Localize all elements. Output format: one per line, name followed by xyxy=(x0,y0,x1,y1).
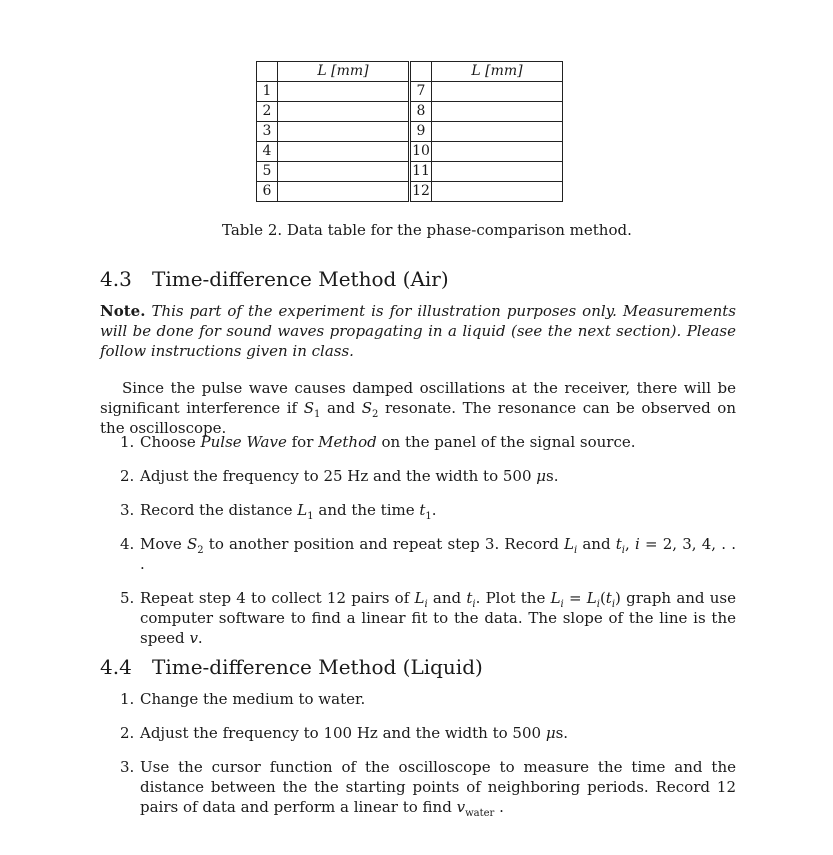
table-row xyxy=(257,122,563,142)
text: ) graph and use computer software to find a linear fit to the data. The slope of the line is the speed xyxy=(140,589,736,647)
table-header-blank xyxy=(257,62,278,82)
math: S xyxy=(186,535,198,553)
item-number: 1. xyxy=(120,690,135,708)
math-sub: 2 xyxy=(197,545,204,556)
math: L xyxy=(564,535,574,553)
row-number: 6 xyxy=(257,182,278,202)
value-cell xyxy=(432,122,563,142)
value-cell xyxy=(278,102,410,122)
math: t xyxy=(615,535,622,553)
text: = xyxy=(563,589,587,607)
math: μ xyxy=(545,724,556,742)
value-cell xyxy=(278,162,410,182)
row-number: 7 xyxy=(410,82,432,102)
text: resonate. The resonance can be observed on the oscilloscope. xyxy=(100,399,736,437)
steps-list-4-3 xyxy=(120,432,736,648)
math: S xyxy=(361,399,373,417)
value-cell xyxy=(432,182,563,202)
math-sub: i xyxy=(472,599,476,610)
note-paragraph xyxy=(100,301,736,361)
list-item xyxy=(120,500,736,520)
math: L xyxy=(586,589,597,607)
value-cell xyxy=(278,142,410,162)
value-cell xyxy=(432,82,563,102)
math-sub: i xyxy=(424,599,428,610)
math: v xyxy=(189,629,198,647)
section-title: Time-difference Method (Liquid) xyxy=(152,655,483,679)
math: t xyxy=(466,589,473,607)
text: , xyxy=(625,535,635,553)
value-cell xyxy=(432,102,563,122)
math-sub: i xyxy=(596,599,600,610)
text: Move xyxy=(140,535,187,553)
text: and xyxy=(577,535,616,553)
text: Record the distance xyxy=(140,501,298,519)
value-cell xyxy=(432,162,563,182)
math-sub: water xyxy=(465,808,495,819)
data-table xyxy=(256,61,563,202)
text: . xyxy=(197,629,203,647)
text: s. xyxy=(555,724,569,742)
text: and xyxy=(427,589,467,607)
item-number: 3. xyxy=(120,758,135,776)
text: Method xyxy=(318,433,377,451)
math-sub: i xyxy=(560,599,564,610)
text: Choose xyxy=(140,433,201,451)
list-item xyxy=(120,757,736,817)
list-item xyxy=(120,588,736,648)
table-row xyxy=(257,82,563,102)
list-item xyxy=(120,723,736,743)
item-number: 1. xyxy=(120,433,135,451)
list-item xyxy=(120,534,736,574)
note-text: This part of the experiment is for illustration purposes only. Measurements will be done for sound waves propagating in a liquid (see the next section). Please follow instructions given in class. xyxy=(100,302,736,360)
text: on the panel of the signal source. xyxy=(376,433,636,451)
row-number: 12 xyxy=(410,182,432,202)
value-cell xyxy=(432,142,563,162)
row-number: 1 xyxy=(257,82,278,102)
row-number: 11 xyxy=(410,162,432,182)
table-caption: Table 2. Data table for the phase-comparison method. xyxy=(222,221,632,239)
text: for xyxy=(286,433,319,451)
row-number: 9 xyxy=(410,122,432,142)
item-number: 2. xyxy=(120,724,135,742)
text: . Plot the xyxy=(475,589,551,607)
math: L xyxy=(414,589,425,607)
math-sub: i xyxy=(621,545,625,556)
math: L xyxy=(550,589,561,607)
value-cell xyxy=(278,182,410,202)
text: . xyxy=(431,501,437,519)
item-number: 4. xyxy=(120,535,135,553)
text: Adjust the frequency to 25 Hz and the width to 500 xyxy=(140,467,537,485)
steps-list-4-4 xyxy=(120,689,736,817)
table-row xyxy=(257,142,563,162)
table-header-row xyxy=(257,62,563,82)
row-number: 8 xyxy=(410,102,432,122)
row-number: 3 xyxy=(257,122,278,142)
text: ( xyxy=(599,589,606,607)
text: Use the cursor function of the oscilloscope to measure the time and the distance between the the starting points of neighboring periods. Record 12 pairs of data and perform a linear to find xyxy=(140,758,736,816)
text: Adjust the frequency to 100 Hz and the width to 500 xyxy=(140,724,546,742)
list-item xyxy=(120,466,736,486)
math-sub: 2 xyxy=(372,409,379,420)
text: and xyxy=(320,399,362,417)
math: v xyxy=(456,798,466,816)
row-number: 10 xyxy=(410,142,432,162)
table-row xyxy=(257,102,563,122)
section-number: 4.4 xyxy=(100,655,132,679)
section-heading-4-3 xyxy=(100,267,449,291)
text: Pulse Wave xyxy=(200,433,287,451)
table-header-blank xyxy=(410,62,432,82)
section-title: Time-difference Method (Air) xyxy=(152,267,449,291)
text: s. xyxy=(546,467,559,485)
text: = 2, 3, 4, . . . xyxy=(140,535,736,573)
text: Repeat step 4 to collect 12 pairs of xyxy=(140,589,415,607)
math: S xyxy=(303,399,314,417)
table-header-left: L [mm] xyxy=(278,62,410,82)
math: t xyxy=(605,589,612,607)
list-item xyxy=(120,689,736,709)
row-number: 4 xyxy=(257,142,278,162)
math-sub: i xyxy=(611,599,616,610)
item-number: 5. xyxy=(120,589,135,607)
table-row xyxy=(257,182,563,202)
item-number: 3. xyxy=(120,501,135,519)
section-number: 4.3 xyxy=(100,267,132,291)
list-item xyxy=(120,432,736,452)
value-cell xyxy=(278,82,410,102)
item-number: 2. xyxy=(120,467,135,485)
text: to another position and repeat step 3. Record xyxy=(203,535,564,553)
section-heading-4-4 xyxy=(100,655,483,679)
math: i xyxy=(634,535,640,553)
math-sub: i xyxy=(573,545,578,556)
value-cell xyxy=(278,122,410,142)
text: Since the pulse wave causes damped oscillations at the receiver, there will be significant interference if xyxy=(100,379,736,417)
text: and the time xyxy=(313,501,420,519)
row-number: 5 xyxy=(257,162,278,182)
math: μ xyxy=(536,467,547,485)
math-sub: 1 xyxy=(425,511,432,522)
math: L xyxy=(297,501,308,519)
intro-paragraph xyxy=(100,378,736,438)
text: . xyxy=(494,798,504,816)
math-sub: 1 xyxy=(313,409,321,420)
table-header-right: L [mm] xyxy=(432,62,563,82)
note-label: Note. xyxy=(100,302,146,320)
table-row xyxy=(257,162,563,182)
text: Change the medium to water. xyxy=(140,690,366,708)
math: t xyxy=(419,501,426,519)
math-sub: 1 xyxy=(307,511,314,522)
row-number: 2 xyxy=(257,102,278,122)
